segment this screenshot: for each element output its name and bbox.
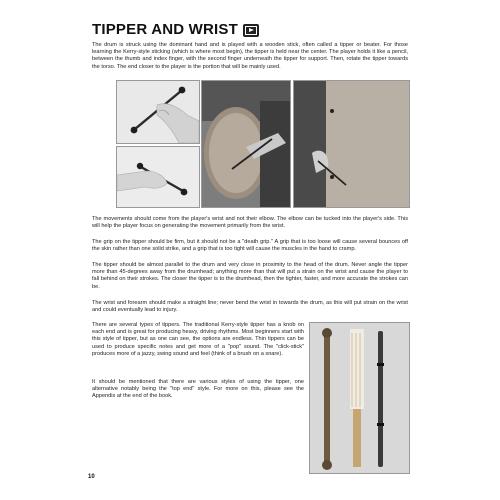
- video-play-icon[interactable]: [243, 24, 259, 37]
- photo-hand-grip-2: [116, 146, 200, 208]
- photo-hand-grip-1: [116, 80, 200, 144]
- photo-hand-grip-1-art: [117, 81, 199, 143]
- intro-paragraph: The drum is struck using the dominant hand and is played with a wooden stick, often called a tipper or beater. For those learning the Kerry-style sticking (which is where most begin), the tipper is held near the center. The player holds it like a pencil, between the thumb and index finger, with the second finger underneath the tipper for support. Then, rotate the tipper towards the torso. The end closer to the player is the portion that will be mainly used.: [92, 42, 408, 70]
- photo-player-drum: [201, 80, 291, 208]
- grip-paragraph: The grip on the tipper should be firm, but it should not be a "death grip." A grip that is too loose will cause several bounces off the skin rather than one solid strike, and a grip that is too tight will cause the muscles in the hand to cramp.: [92, 239, 408, 253]
- photo-tipper-types-art: [310, 323, 409, 473]
- styles-paragraph: It should be mentioned that there are various styles of using the tipper, one alternative notably being the "top end" style. For more on this, please see the Appendix at the end of the book.: [92, 379, 304, 400]
- photo-hand-grip-2-art: [117, 147, 199, 207]
- wrist-paragraph: The movements should come from the player's wrist and not their elbow. The elbow can be tucked into the player's side. This will help the player focus on generating the movement primarily from the wrist.: [92, 216, 408, 230]
- photo-tipper-types: [309, 322, 410, 474]
- play-glyph: [246, 27, 256, 34]
- page-number: 10: [88, 474, 95, 480]
- tipper-types-paragraph: There are several types of tippers. The traditional Kerry-style tipper has a knob on each end and is great for producing heavy, driving rhythms. Most beginners start with this style of tipper, but as one can see, the options are endless. Thin tippers can be used to produce specific notes and get more of a "pop" sound. The "click-stick" produces more of a jazzy, swing sound and feel (think of a brush on a snare).: [92, 322, 304, 357]
- angle-paragraph: The tipper should be almost parallel to the drum and very close in proximity to the head of the drum. Never angle the tipper more than 45-degrees away from the drumhead; anything more than that will put a strain on the wrist and cause the player to fall behind on their strokes. The closer the tipper is to the drumhead, then the tighter, faster, and more accurate the strokes can be.: [92, 262, 408, 290]
- forearm-paragraph: The wrist and forearm should make a straight line; never bend the wrist in towards the drum, as this will put strain on the wrist and could eventually lead to injury.: [92, 300, 408, 314]
- title-row: [92, 22, 259, 38]
- page-title: TIPPER AND WRIST: [92, 21, 238, 38]
- photo-drum-closeup-art: [294, 81, 409, 207]
- photo-player-drum-art: [202, 81, 290, 207]
- photo-drum-closeup: [293, 80, 410, 208]
